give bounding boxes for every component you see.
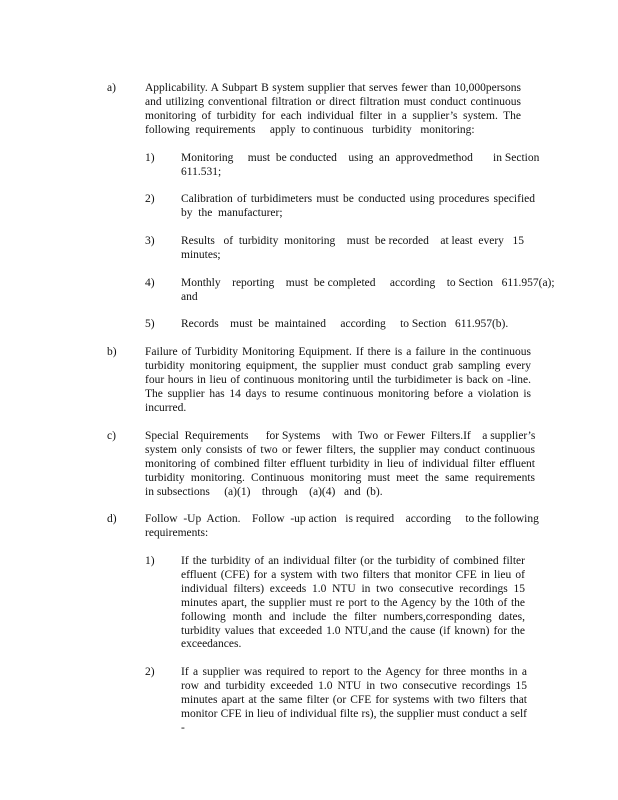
section-d-line: Follow -Up Action. Follow -up action is required according to the following xyxy=(145,513,539,525)
section-a-line: Applicability. A Subpart B system supplier that serves fewer than 10,000persons xyxy=(145,82,521,94)
item-label: 1) xyxy=(145,152,155,164)
item-line: Monitoring must be conducted using an approvedmethod in Section xyxy=(181,152,540,164)
section-a-line: following requirements apply to continuous turbidity monitoring: xyxy=(145,123,475,136)
item-text xyxy=(181,235,525,263)
section-a-line: monitoring of turbidity for each individual filter in a supplier’s system. The xyxy=(145,109,521,122)
item-label: 5) xyxy=(145,318,155,330)
item-label: 2) xyxy=(145,193,155,205)
item-line: row and turbidity exceeded 1.0 NTU in two consecutive recordings 15 xyxy=(181,679,527,692)
item-line: minutes apart at the same filter (or CFE for systems with two filters that xyxy=(181,693,527,706)
item-label: 2) xyxy=(145,666,155,678)
item-line: 611.531; xyxy=(181,165,222,178)
section-c-text xyxy=(145,430,535,500)
item-line: exceedances. xyxy=(181,638,242,651)
section-c-line: system only consists of two or fewer filters, the supplier may conduct continuous xyxy=(145,443,535,456)
item-text xyxy=(181,666,527,736)
item-line: If the turbidity of an individual filter (or the turbidity of combined filter xyxy=(181,555,525,567)
item-line: Monthly reporting must be completed according to Section 611.957(a); xyxy=(181,277,555,289)
item-line: following month and include the filter numbers,corresponding dates, xyxy=(181,610,525,623)
section-b-line: four hours in lieu of continuous monitoring until the turbidimeter is back on -line. xyxy=(145,373,531,386)
item-line: If a supplier was required to report to the Agency for three months in a xyxy=(181,666,527,678)
section-c-line: in subsections (a)(1) through (a)(4) and (b). xyxy=(145,485,383,498)
section-b-line: Failure of Turbidity Monitoring Equipment. If there is a failure in the continuous xyxy=(145,346,531,358)
section-d-label: d) xyxy=(107,513,117,525)
item-label: 1) xyxy=(145,555,155,567)
item-line: Calibration of turbidimeters must be conducted using procedures specified xyxy=(181,193,535,205)
item-text xyxy=(181,152,540,180)
item-line: minutes apart, the supplier must re port to the Agency by the 10th of the xyxy=(181,596,525,609)
section-a-label: a) xyxy=(107,82,116,94)
item-line: minutes; xyxy=(181,248,221,261)
item-label: 4) xyxy=(145,277,155,289)
section-b-line: turbidity monitoring equipment, the supplier must conduct grab sampling every xyxy=(145,359,531,372)
item-text xyxy=(181,277,555,305)
item-line: Records must be maintained according to Section 611.957(b). xyxy=(181,318,509,330)
item-text xyxy=(181,193,535,221)
section-d-text xyxy=(145,513,539,541)
item-label: 3) xyxy=(145,235,155,247)
section-b-text xyxy=(145,346,531,416)
section-c-line: Special Requirements for Systems with Two or Fewer Filters.If a supplier’s xyxy=(145,430,536,442)
item-text xyxy=(181,318,509,332)
section-b-line: The supplier has 14 days to resume continuous monitoring before a violation is xyxy=(145,387,531,400)
item-line: monitor CFE in lieu of individual filte rs), the supplier must conduct a self - xyxy=(181,707,527,734)
section-d-line: requirements: xyxy=(145,526,209,539)
item-line: by the manufacturer; xyxy=(181,206,283,219)
section-a-text xyxy=(145,82,521,138)
section-c-line: monitoring of combined filter effluent turbidity in lieu of individual filter effluent xyxy=(145,457,535,470)
item-line: turbidity values that exceeded 1.0 NTU,and the cause (if known) for the xyxy=(181,624,525,637)
item-line: effluent (CFE) for a system with two filters that monitor CFE in lieu of xyxy=(181,568,525,581)
section-c-line: turbidity monitoring. Continuous monitoring must meet the same requirements xyxy=(145,471,535,484)
section-c-label: c) xyxy=(107,430,116,442)
section-b-label: b) xyxy=(107,346,117,358)
item-line: individual filters) exceeds 1.0 NTU in two consecutive recordings 15 xyxy=(181,582,525,595)
item-line: and xyxy=(181,290,198,303)
item-line: Results of turbidity monitoring must be recorded at least every 15 xyxy=(181,235,525,247)
section-a-line: and utilizing conventional filtration or direct filtration must conduct continuous xyxy=(145,95,521,108)
item-text xyxy=(181,555,525,652)
section-b-line: incurred. xyxy=(145,401,187,414)
